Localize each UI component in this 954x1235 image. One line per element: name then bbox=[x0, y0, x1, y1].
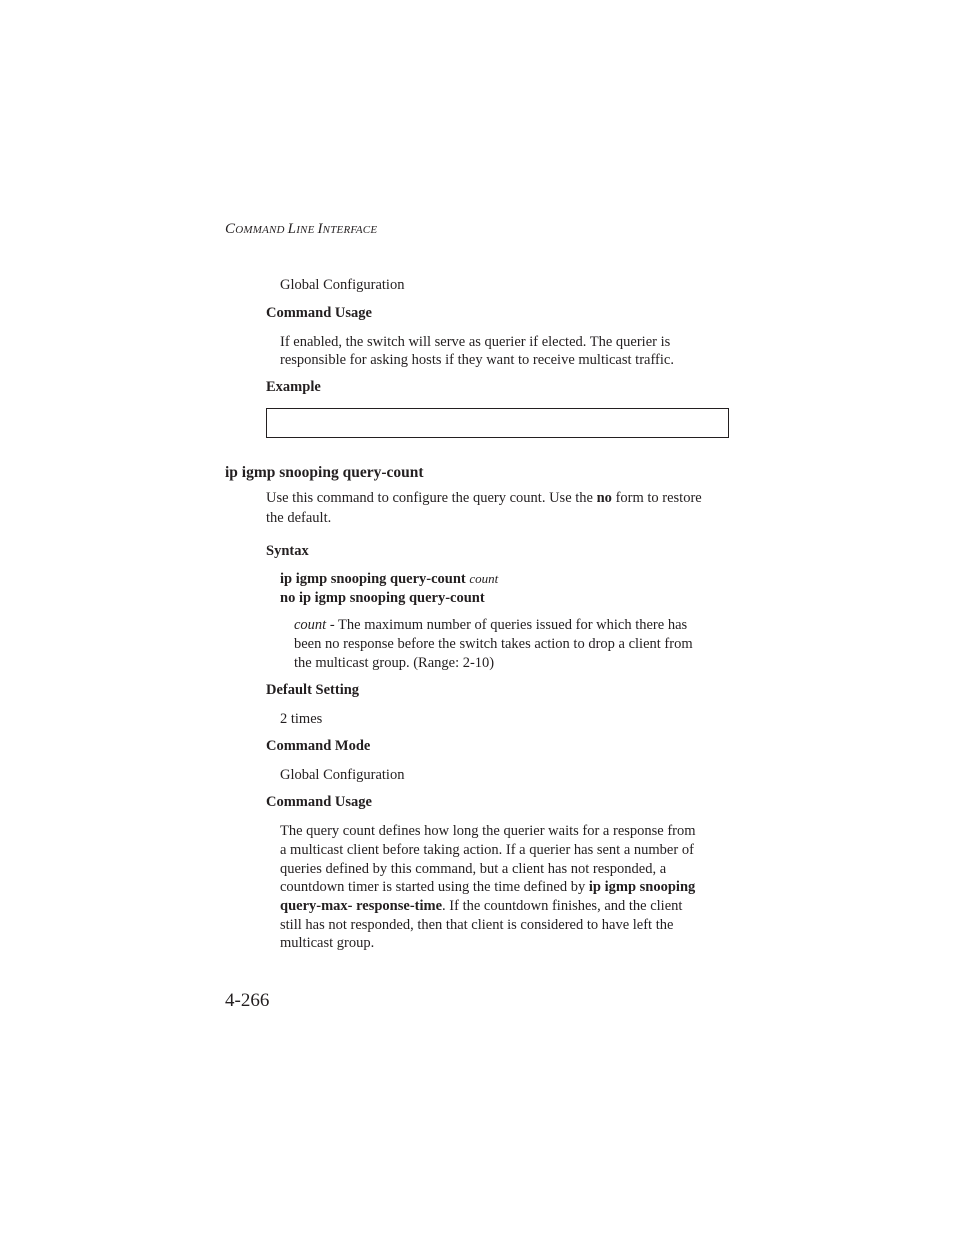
description-text: Use this command to configure the query count. Use the bbox=[266, 490, 597, 506]
prev-usage-heading: Command Usage bbox=[266, 305, 372, 321]
example-heading: Example bbox=[266, 379, 321, 395]
usage-line-5 bbox=[280, 897, 682, 916]
command-description-line-2: the default. bbox=[266, 510, 332, 526]
usage-bold-command-cont: query-max- response-time bbox=[280, 898, 443, 914]
example-code-box bbox=[266, 408, 729, 438]
command-title: ip igmp snooping query-count bbox=[225, 464, 424, 481]
header-initial-c: C bbox=[225, 221, 236, 237]
header-initial-i: I bbox=[317, 221, 323, 237]
param-line-3: the multicast group. (Range: 2-10) bbox=[294, 655, 495, 671]
syntax-line-2: no ip igmp snooping query-count bbox=[280, 590, 485, 606]
default-setting-value: 2 times bbox=[280, 711, 323, 727]
prev-usage-line-1: If enabled, the switch will serve as querier if elected. The querier is bbox=[280, 334, 671, 350]
usage-line-3: queries defined by this command, but a client has not responded, a bbox=[280, 861, 667, 877]
param-desc-1: - The maximum number of queries issued for which there has bbox=[326, 617, 688, 633]
prev-usage-line-2: responsible for asking hosts if they want to receive multicast traffic. bbox=[280, 352, 674, 368]
header-smallcaps-2: INE bbox=[296, 224, 318, 236]
usage-line-2: a multicast client before taking action. If a querier has sent a number of bbox=[280, 842, 694, 858]
header-initial-l: L bbox=[287, 221, 297, 237]
syntax-parameter: count bbox=[469, 571, 499, 586]
param-line-1 bbox=[294, 616, 687, 635]
usage-bold-command: ip igmp snooping bbox=[588, 879, 696, 895]
command-usage-heading: Command Usage bbox=[266, 794, 372, 810]
usage-line-6: still has not responded, then that client is considered to have left the bbox=[280, 917, 674, 933]
usage-text: countdown timer is started using the time defined by bbox=[280, 879, 589, 895]
description-no-keyword: no bbox=[596, 490, 612, 506]
syntax-heading: Syntax bbox=[266, 543, 309, 559]
usage-line-4 bbox=[280, 878, 695, 897]
running-header bbox=[225, 221, 377, 238]
default-setting-heading: Default Setting bbox=[266, 682, 360, 698]
syntax-line-1 bbox=[280, 571, 498, 588]
header-smallcaps-1: OMMAND bbox=[235, 224, 288, 236]
header-smallcaps-3: NTERFACE bbox=[322, 224, 378, 236]
command-description-line-1 bbox=[266, 489, 702, 508]
page-number: 4-266 bbox=[225, 990, 270, 1011]
usage-text-after: . If the countdown finishes, and the client bbox=[442, 898, 683, 914]
usage-line-7: multicast group. bbox=[280, 935, 375, 951]
description-text-after: form to restore bbox=[611, 490, 702, 506]
param-name: count bbox=[294, 617, 327, 633]
usage-line-1: The query count defines how long the querier waits for a response from bbox=[280, 823, 696, 839]
command-mode-value: Global Configuration bbox=[280, 767, 405, 783]
prev-mode-value: Global Configuration bbox=[280, 277, 405, 293]
command-mode-heading: Command Mode bbox=[266, 738, 371, 754]
param-line-2: been no response before the switch takes action to drop a client from bbox=[294, 636, 693, 652]
syntax-command: ip igmp snooping query-count bbox=[280, 571, 466, 587]
